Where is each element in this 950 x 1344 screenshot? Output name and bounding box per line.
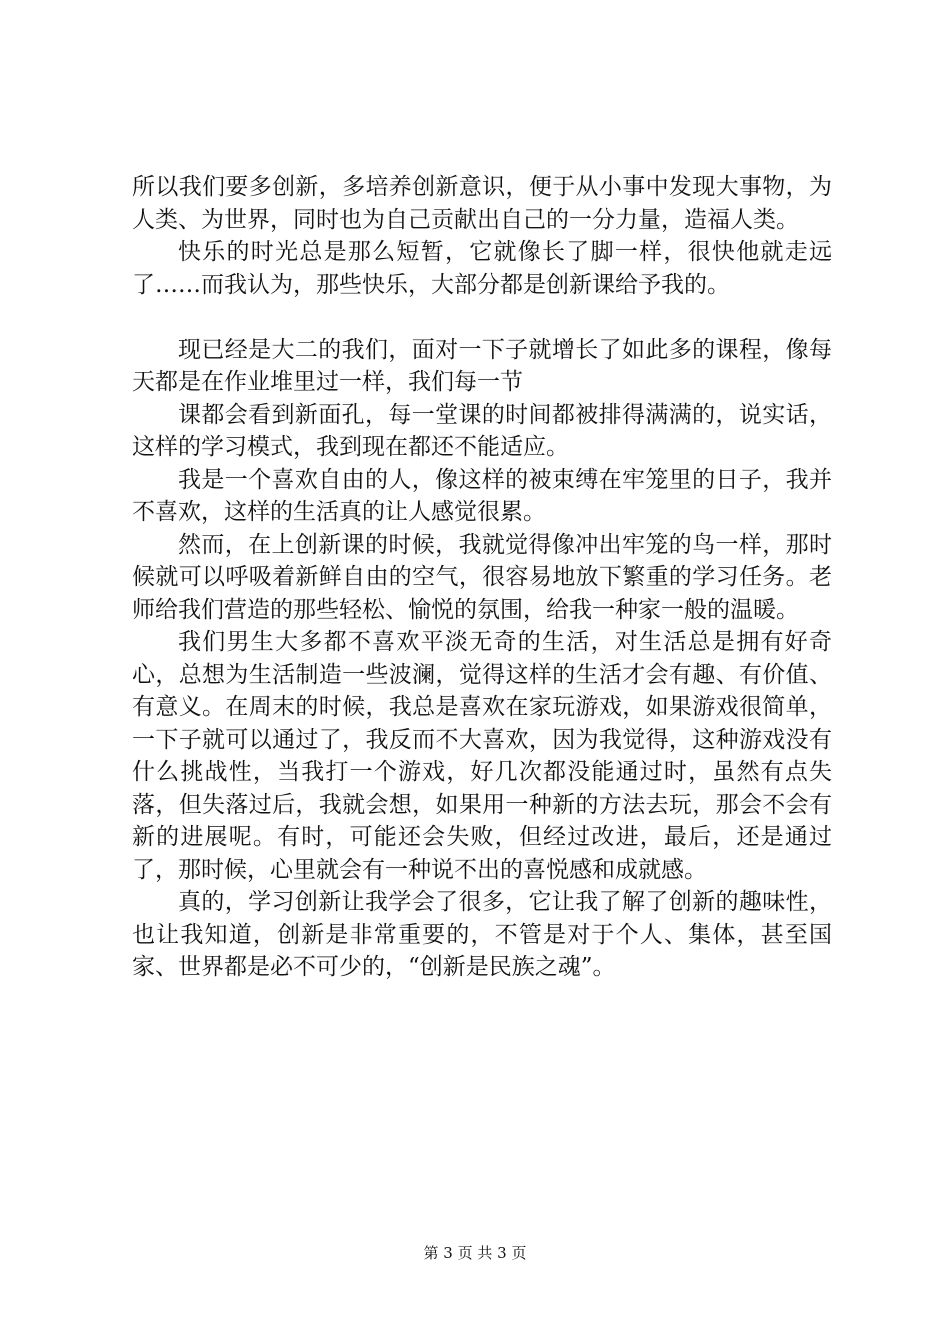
- document-body: [132, 171, 832, 984]
- page-footer: 第 3 页 共 3 页: [423, 1244, 527, 1262]
- paragraph-2: 快乐的时光总是那么短暂，它就像长了脚一样，很快他就走远了……而我认为，那些快乐，大部分都是创新课给予我的。: [132, 239, 832, 298]
- paragraph-5: 我是一个喜欢自由的人，像这样的被束缚在牢笼里的日子，我并不喜欢，这样的生活真的让人感觉很累。: [132, 466, 832, 525]
- paragraph-4: 课都会看到新面孔，每一堂课的时间都被排得满满的，说实话，这样的学习模式，我到现在都还不能适应。: [132, 401, 832, 460]
- paragraph-8: 真的，学习创新让我学会了很多，它让我了解了创新的趣味性，也让我知道，创新是非常重要的，不管是对于个人、集体，甚至国家、世界都是必不可少的，“创新是民族之魂”。: [132, 889, 832, 980]
- paragraph-7: 我们男生大多都不喜欢平淡无奇的生活，对生活总是拥有好奇心，总想为生活制造一些波澜，觉得这样的生活才会有趣、有价值、有意义。在周末的时候，我总是喜欢在家玩游戏，如果游戏很简单，一下子就可以通过了，我反而不大喜欢，因为我觉得，这种游戏没有什么挑战性，当我打一个游戏，好几次都没能通过时，虽然有点失落，但失落过后，我就会想，如果用一种新的方法去玩，那会不会有新的进展呢。有时，可能还会失败，但经过改进，最后，还是通过了，那时候，心里就会有一种说不出的喜悦感和成就感。: [132, 629, 832, 883]
- paragraph-6: 然而，在上创新课的时候，我就觉得像冲出牢笼的鸟一样，那时候就可以呼吸着新鲜自由的空气，很容易地放下繁重的学习任务。老师给我们营造的那些轻松、愉悦的氛围，给我一种家一般的温暖。: [132, 531, 832, 623]
- paragraph-3: 现已经是大二的我们，面对一下子就增长了如此多的课程，像每天都是在作业堆里过一样，我们每一节: [132, 336, 832, 395]
- paragraph-1: 所以我们要多创新，多培养创新意识，便于从小事中发现大事物，为人类、为世界，同时也为自己贡献出自己的一分力量，造福人类。: [132, 174, 832, 233]
